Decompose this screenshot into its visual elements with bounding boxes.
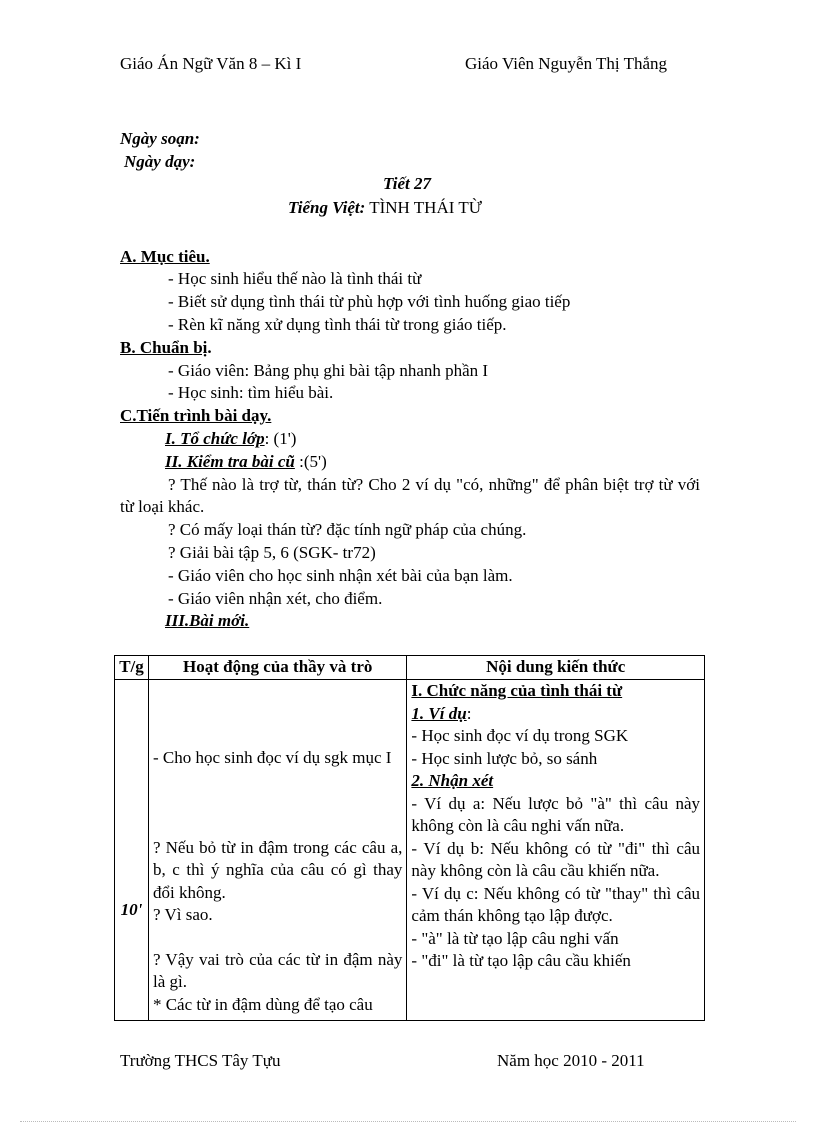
subject-label: Tiếng Việt:: [288, 198, 366, 217]
date-taught: Ngày dạy:: [124, 152, 196, 171]
table-header-row: [115, 656, 705, 680]
section-b-heading-tail: .: [207, 338, 212, 357]
lesson-title-line: [288, 197, 482, 219]
content-heading-1: I. Chức năng của tình thái từ: [411, 681, 623, 700]
section-c-heading: C.Tiến trình bài dạy.: [120, 406, 272, 425]
step-check-tail: :(5'): [294, 452, 327, 471]
table-header-content: Nội dung kiến thức: [407, 656, 705, 680]
footer-right: Năm học 2010 - 2011: [497, 1051, 645, 1070]
time-value: 10': [120, 899, 143, 919]
content-item: - Ví dụ c: Nếu không có từ "thay" thì câu cảm thán không tạo lập được.: [411, 883, 700, 925]
content-item: - Học sinh đọc ví dụ trong SGK: [411, 726, 629, 745]
content-item: - Ví dụ a: Nếu lược bỏ "à" thì câu này không còn là câu nghi vấn nữa.: [411, 793, 700, 835]
table-row: [115, 680, 705, 1021]
header-left: Giáo Án Ngữ Văn 8 – Kì I: [120, 54, 302, 73]
step-organize-class: [165, 428, 296, 450]
lesson-title: TÌNH THÁI TỪ: [369, 198, 482, 217]
activity-item: ? Nếu bỏ từ in đậm trong các câu a, b, c thì ý nghĩa của câu có gì thay đổi không.: [152, 837, 403, 902]
section-a-item: - Rèn kĩ năng xử dụng tình thái từ trong giáo tiếp.: [168, 315, 507, 334]
page-bottom-divider: [20, 1121, 796, 1122]
step-check-label: II. Kiểm tra bài cũ: [165, 452, 295, 471]
content-item: - "đi" là từ tạo lập câu cầu khiến: [411, 951, 631, 970]
section-c-line: - Giáo viên cho học sinh nhận xét bài của bạn làm.: [168, 566, 513, 585]
section-b-item: - Học sinh: tìm hiểu bài.: [168, 383, 334, 402]
step-check-old-lesson: [165, 451, 327, 473]
section-c-line: - Giáo viên nhận xét, cho điểm.: [168, 589, 383, 608]
activity-item: * Các từ in đậm dùng để tạo câu: [152, 994, 373, 1014]
section-a-item: - Biết sử dụng tình thái từ phù hợp với tình huống giao tiếp: [168, 292, 571, 311]
content-item: - Học sinh lược bỏ, so sánh: [411, 748, 598, 768]
question-1: ? Thế nào là trợ từ, thán từ? Cho 2 ví dụ "có, những" để phân biệt trợ từ với từ loại khác.: [120, 475, 700, 516]
content-heading-3: 2. Nhận xét: [411, 771, 494, 790]
section-b-heading-text: B. Chuẩn bị: [120, 338, 208, 357]
lesson-table: [114, 655, 705, 1021]
content-heading-2: [411, 703, 700, 726]
table-header-time: T/g: [115, 656, 149, 680]
step-new-lesson: III.Bài mới.: [165, 611, 250, 630]
section-b-item: - Giáo viên: Bảng phụ ghi bài tập nhanh phần I: [168, 361, 489, 380]
section-a-item: - Học sinh hiểu thế nào là tình thái từ: [168, 269, 422, 288]
section-c-line: ? Có mấy loại thán từ? đặc tính ngữ pháp của chúng.: [168, 520, 527, 539]
step-organize-tail: : (1'): [264, 429, 297, 448]
lesson-period: Tiết 27: [383, 174, 431, 193]
activity-cell: [148, 680, 406, 1021]
content-item: - Ví dụ b: Nếu không có từ "đi" thì câu này không còn là câu cầu khiến nữa.: [411, 838, 700, 880]
section-a-heading: A. Mục tiêu.: [120, 247, 210, 266]
header-right: Giáo Viên Nguyễn Thị Thắng: [465, 54, 668, 73]
section-c-line: ? Giải bài tập 5, 6 (SGK- tr72): [168, 543, 376, 562]
date-prepared: Ngày soạn:: [120, 129, 200, 148]
time-cell: [115, 680, 149, 1021]
step-organize-label: I. Tổ chức lớp: [165, 429, 265, 448]
table-header-activity: Hoạt động của thầy và trò: [148, 656, 406, 680]
activity-item: ? Vì sao.: [152, 905, 213, 924]
section-b-heading: [120, 337, 212, 359]
footer-left: Trường THCS Tây Tựu: [120, 1051, 281, 1070]
activity-item: ? Vậy vai trò của các từ in đậm này là gì.: [152, 949, 403, 991]
content-cell: [407, 680, 705, 1021]
content-heading-2-tail: :: [466, 703, 472, 723]
content-heading-2-label: 1. Ví dụ: [411, 703, 467, 723]
content-item: - "à" là từ tạo lập câu nghi vấn: [411, 928, 619, 948]
activity-item: - Cho học sinh đọc ví dụ sgk mục I: [152, 748, 392, 767]
